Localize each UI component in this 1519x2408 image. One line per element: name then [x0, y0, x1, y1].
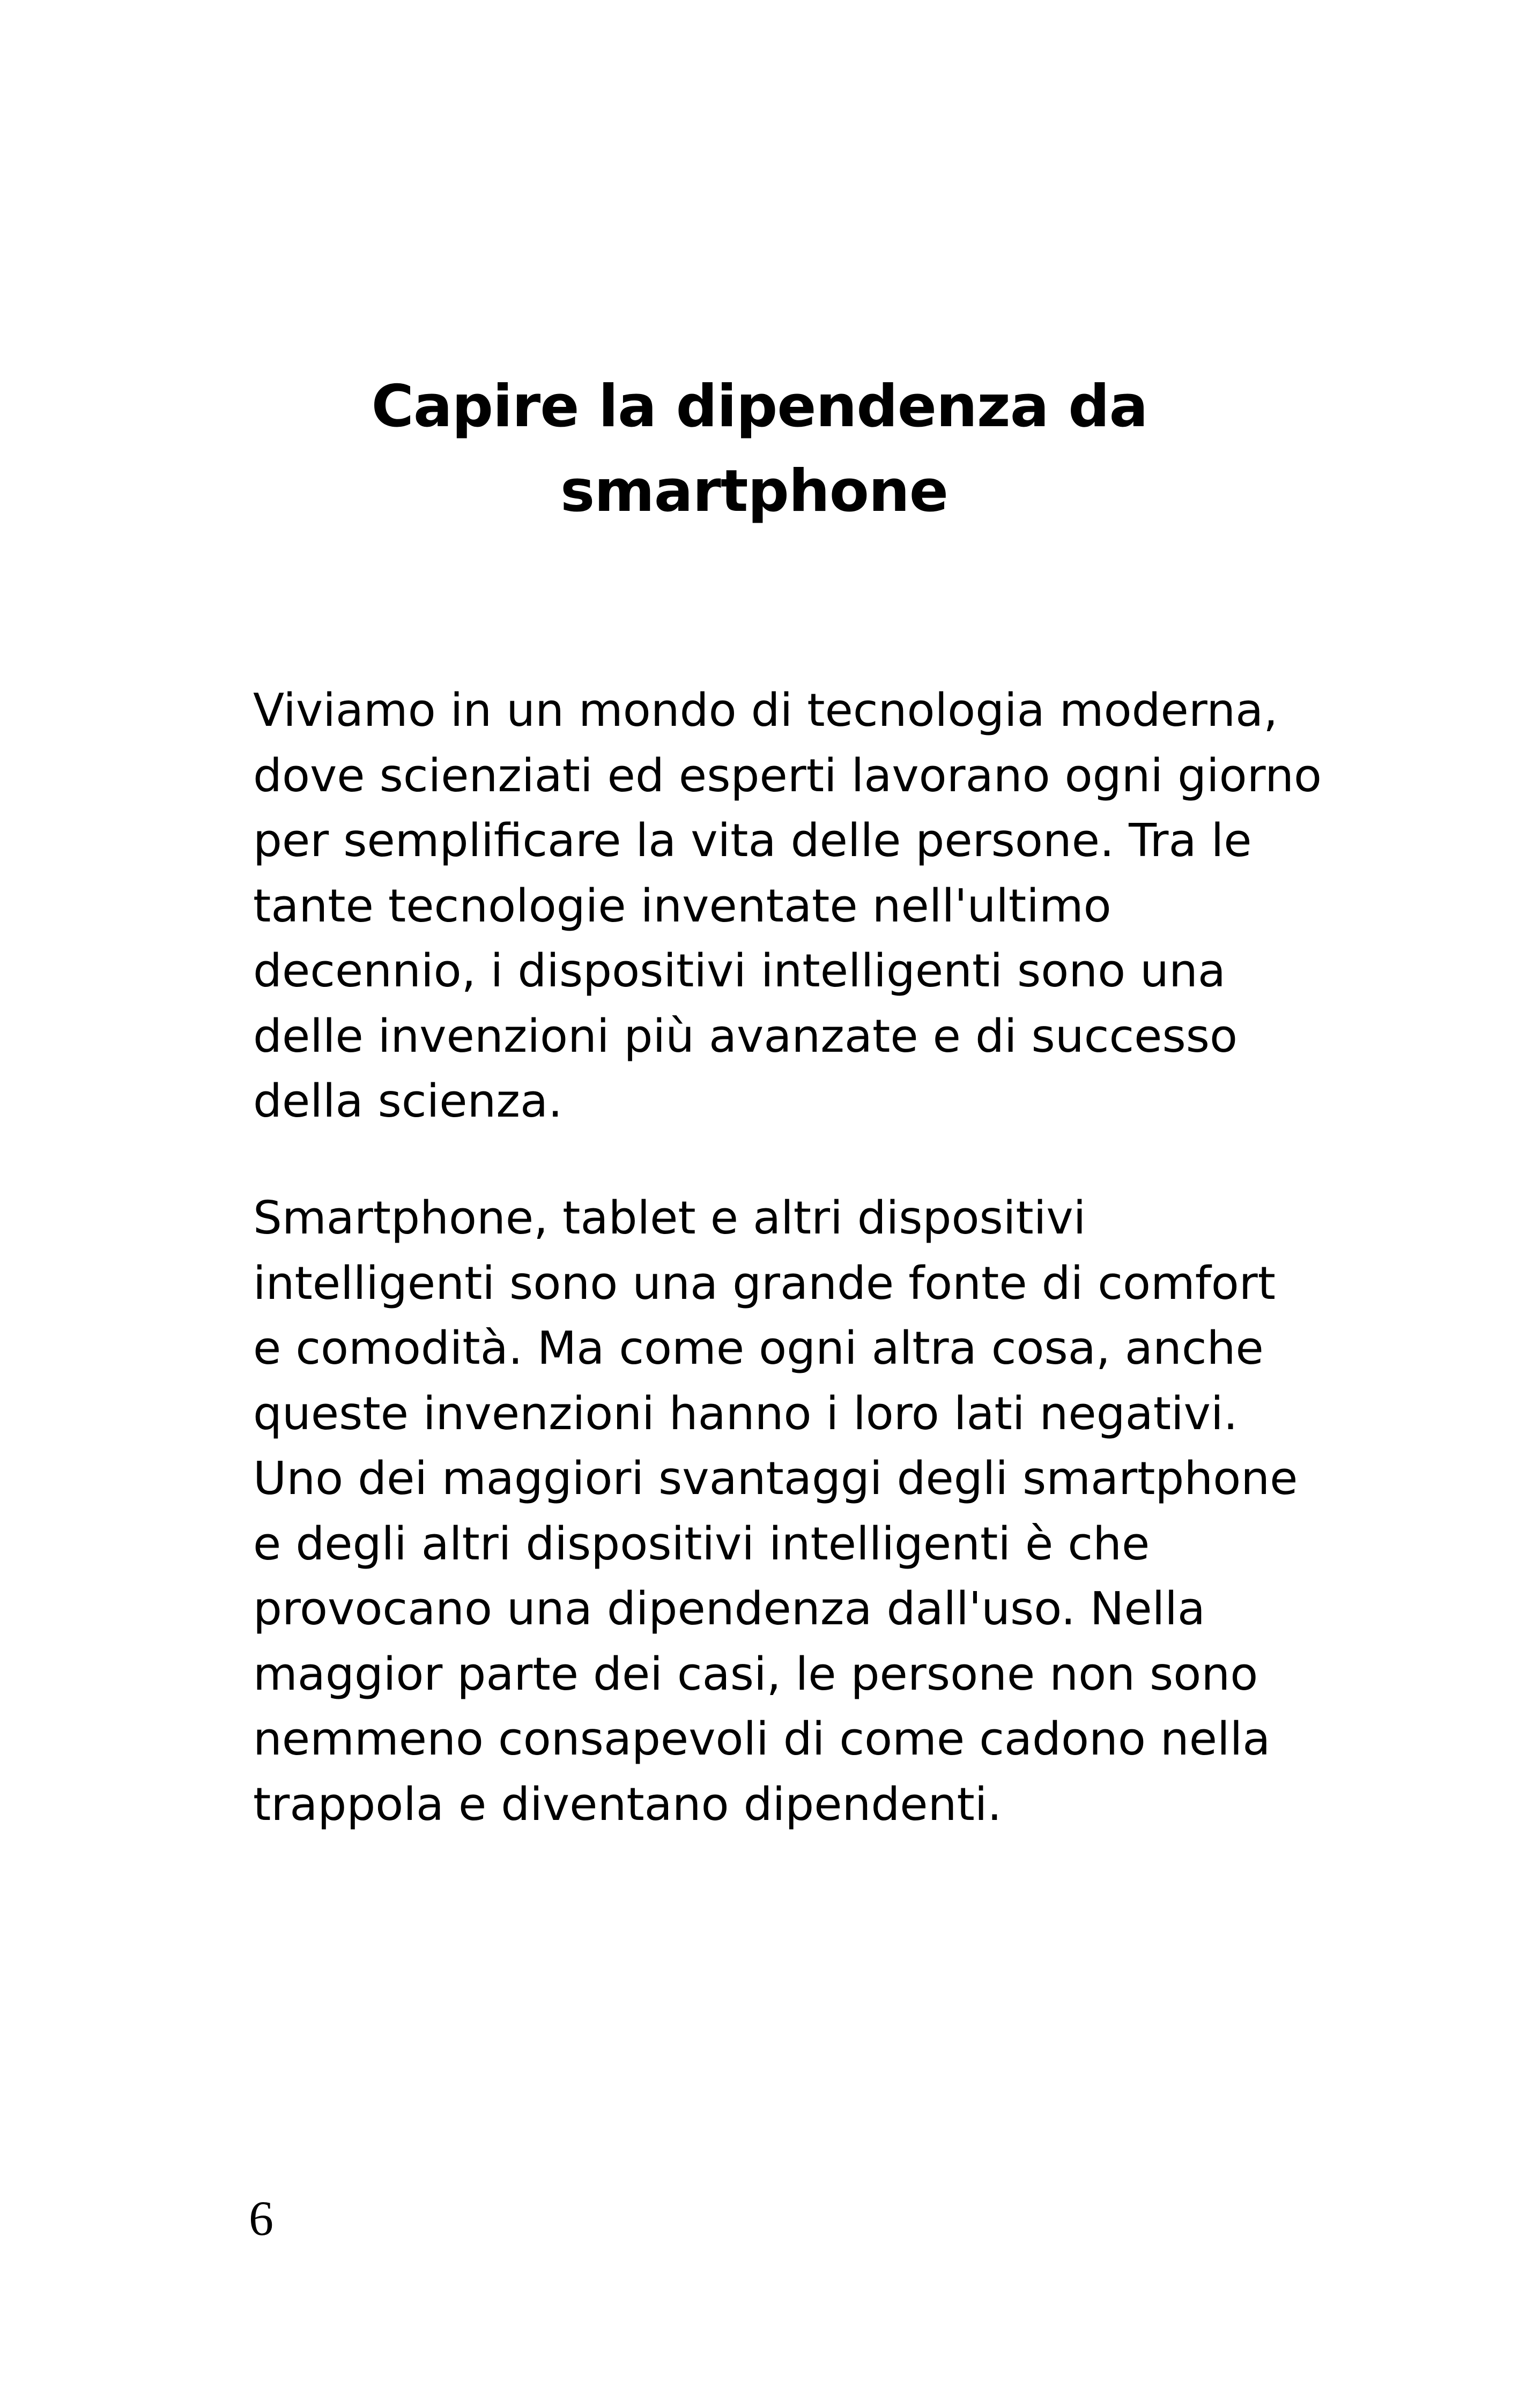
text-line: trappola e diventano dipendenti.: [253, 1778, 1002, 1831]
text-line: queste invenzioni hanno i loro lati negativi.: [253, 1387, 1238, 1440]
chapter-title-line: Capire la dipendenza da: [371, 373, 1148, 440]
text-line: Viviamo in un mondo di tecnologia moderna,: [253, 684, 1278, 737]
text-line: nemmeno consapevoli di come cadono nella: [253, 1713, 1271, 1766]
text-line: provocano una dipendenza dall'uso. Nella: [253, 1582, 1205, 1636]
text-line: decennio, i dispositivi intelligenti sono una: [253, 945, 1226, 998]
text-line: dove scienziati ed esperti lavorano ogni giorno: [253, 749, 1322, 802]
text-line: e comodità. Ma come ogni altra cosa, anche: [253, 1322, 1264, 1375]
text-line: e degli altri dispositivi intelligenti è che: [253, 1517, 1150, 1571]
text-line: Smartphone, tablet e altri dispositivi: [253, 1192, 1086, 1245]
page-number: 6: [249, 2191, 273, 2246]
body-paragraph-2: [253, 1186, 1298, 1837]
text-line: maggior parte dei casi, le persone non sono: [253, 1647, 1258, 1701]
text-line: delle invenzioni più avanzate e di successo: [253, 1009, 1238, 1063]
text-line: Uno dei maggiori svantaggi degli smartphone: [253, 1452, 1298, 1505]
text-line: della scienza.: [253, 1075, 563, 1128]
text-line: per semplificare la vita delle persone. Tra le: [253, 814, 1252, 867]
chapter-title-line: smartphone: [560, 458, 949, 525]
body-paragraph-1: [253, 678, 1322, 1134]
text-line: intelligenti sono una grande fonte di comfort: [253, 1257, 1276, 1310]
text-line: tante tecnologie inventate nell'ultimo: [253, 879, 1112, 933]
chapter-title: [0, 365, 1519, 534]
